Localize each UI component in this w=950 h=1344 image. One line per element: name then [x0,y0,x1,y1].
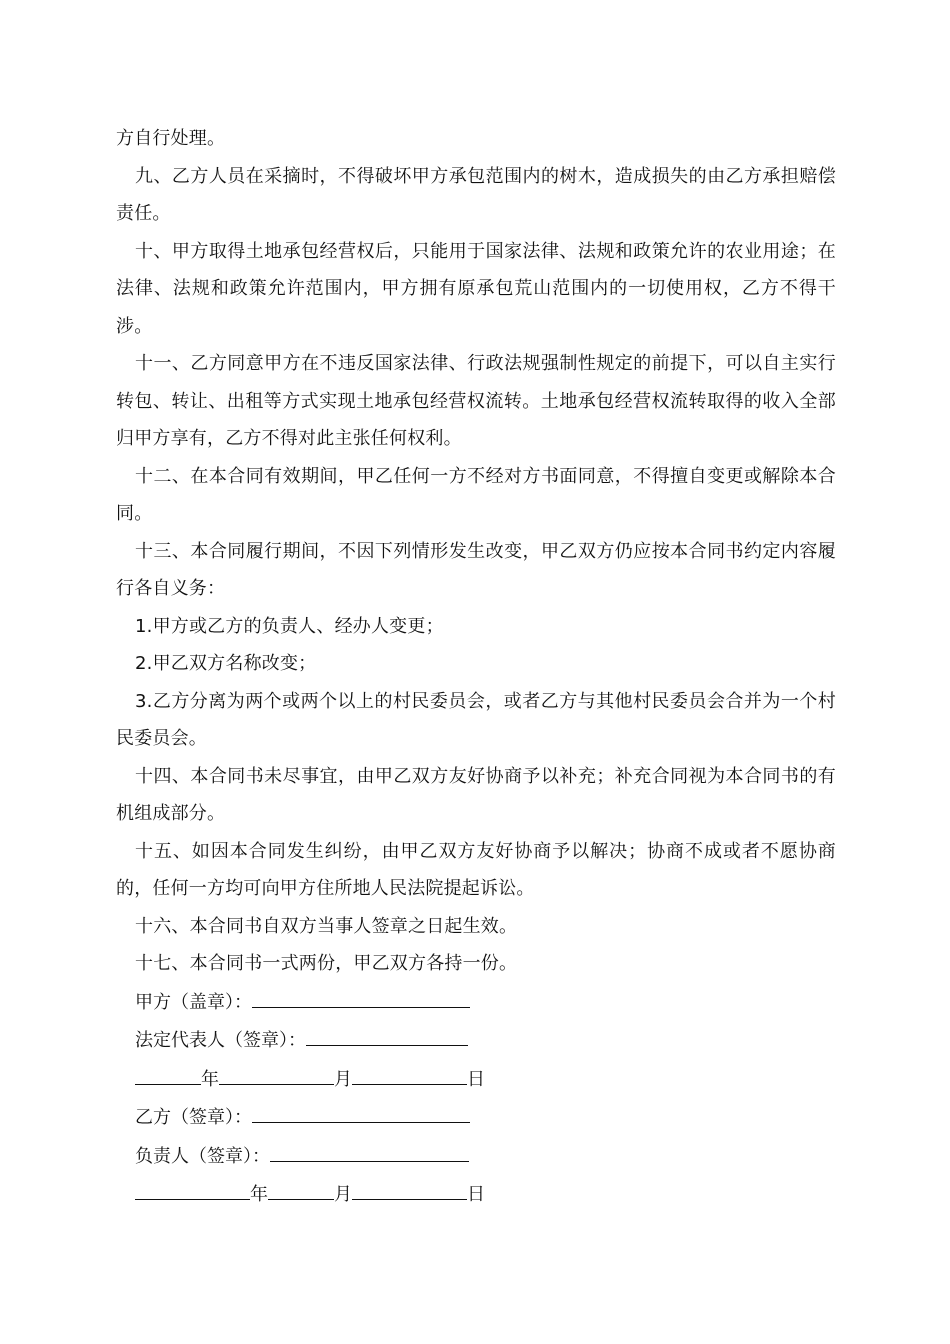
party-b-seal-line [116,1098,836,1137]
paragraph-continuation: 方自行处理。 [116,128,226,149]
clause-13: 十三、本合同履行期间，不因下列情形发生改变，甲乙双方仍应按本合同书约定内容履行各自义务： [116,540,836,599]
responsible-blank[interactable] [270,1137,469,1162]
legal-rep-line [116,1021,836,1060]
responsible-label: 负责人（签章）： [135,1145,270,1167]
clause-13-item-1: 1.甲方或乙方的负责人、经办人变更； [135,615,444,637]
party-b-year-blank[interactable] [135,1175,250,1200]
clause-17: 十七、本合同书一式两份，甲乙双方各持一份。 [135,953,518,974]
clause-10: 十、甲方取得土地承包经营权后，只能用于国家法律、法规和政策允许的农业用途；在法律、法规和政策允许范围内，甲方拥有原承包荒山范围内的一切使用权，乙方不得干涉。 [116,240,836,337]
clause-13-item-2: 2.甲乙双方名称改变； [135,653,317,674]
clause-12: 十二、在本合同有效期间，甲乙任何一方不经对方书面同意，不得擅自变更或解除本合同。 [116,465,836,524]
clause-15: 十五、如因本合同发生纠纷，由甲乙双方友好协商予以解决；协商不成或者不愿协商的，任何一方均可向甲方住所地人民法院提起诉讼。 [116,840,836,899]
party-a-year-blank[interactable] [135,1060,201,1085]
document-body [116,120,836,1214]
month-label: 月 [334,1068,352,1090]
party-a-month-blank[interactable] [219,1060,334,1085]
day-label: 日 [467,1068,485,1090]
party-b-date-line [116,1175,836,1214]
clause-9: 九、乙方人员在采摘时，不得破坏甲方承包范围内的树木，造成损失的由乙方承担赔偿责任。 [116,165,836,224]
party-a-blank[interactable] [252,983,470,1008]
clause-14: 十四、本合同书未尽事宜，由甲乙双方友好协商予以补充；补充合同视为本合同书的有机组成部分。 [116,765,836,824]
party-a-day-blank[interactable] [352,1060,467,1085]
clause-13-item-3: 3.乙方分离为两个或两个以上的村民委员会，或者乙方与其他村民委员会合并为一个村民委员会。 [116,690,836,749]
month-label-2: 月 [334,1184,352,1205]
party-a-label: 甲方（盖章）： [135,991,252,1013]
year-label: 年 [201,1068,219,1090]
party-b-month-blank[interactable] [268,1175,334,1200]
party-b-blank[interactable] [252,1098,470,1123]
day-label-2: 日 [467,1184,485,1205]
clause-16: 十六、本合同书自双方当事人签章之日起生效。 [135,915,518,937]
legal-rep-blank[interactable] [306,1021,468,1046]
clause-11: 十一、乙方同意甲方在不违反国家法律、行政法规强制性规定的前提下，可以自主实行转包、转让、出租等方式实现土地承包经营权流转。土地承包经营权流转取得的收入全部归甲方享有，乙方不得对此主张任何权利。 [116,353,836,449]
party-b-label: 乙方（签章）： [135,1107,252,1128]
party-a-seal-line [116,983,836,1022]
responsible-line [116,1137,836,1176]
party-a-date-line [116,1060,836,1099]
legal-rep-label: 法定代表人（签章）： [135,1030,306,1051]
party-b-day-blank[interactable] [352,1175,467,1200]
year-label-2: 年 [250,1184,268,1205]
